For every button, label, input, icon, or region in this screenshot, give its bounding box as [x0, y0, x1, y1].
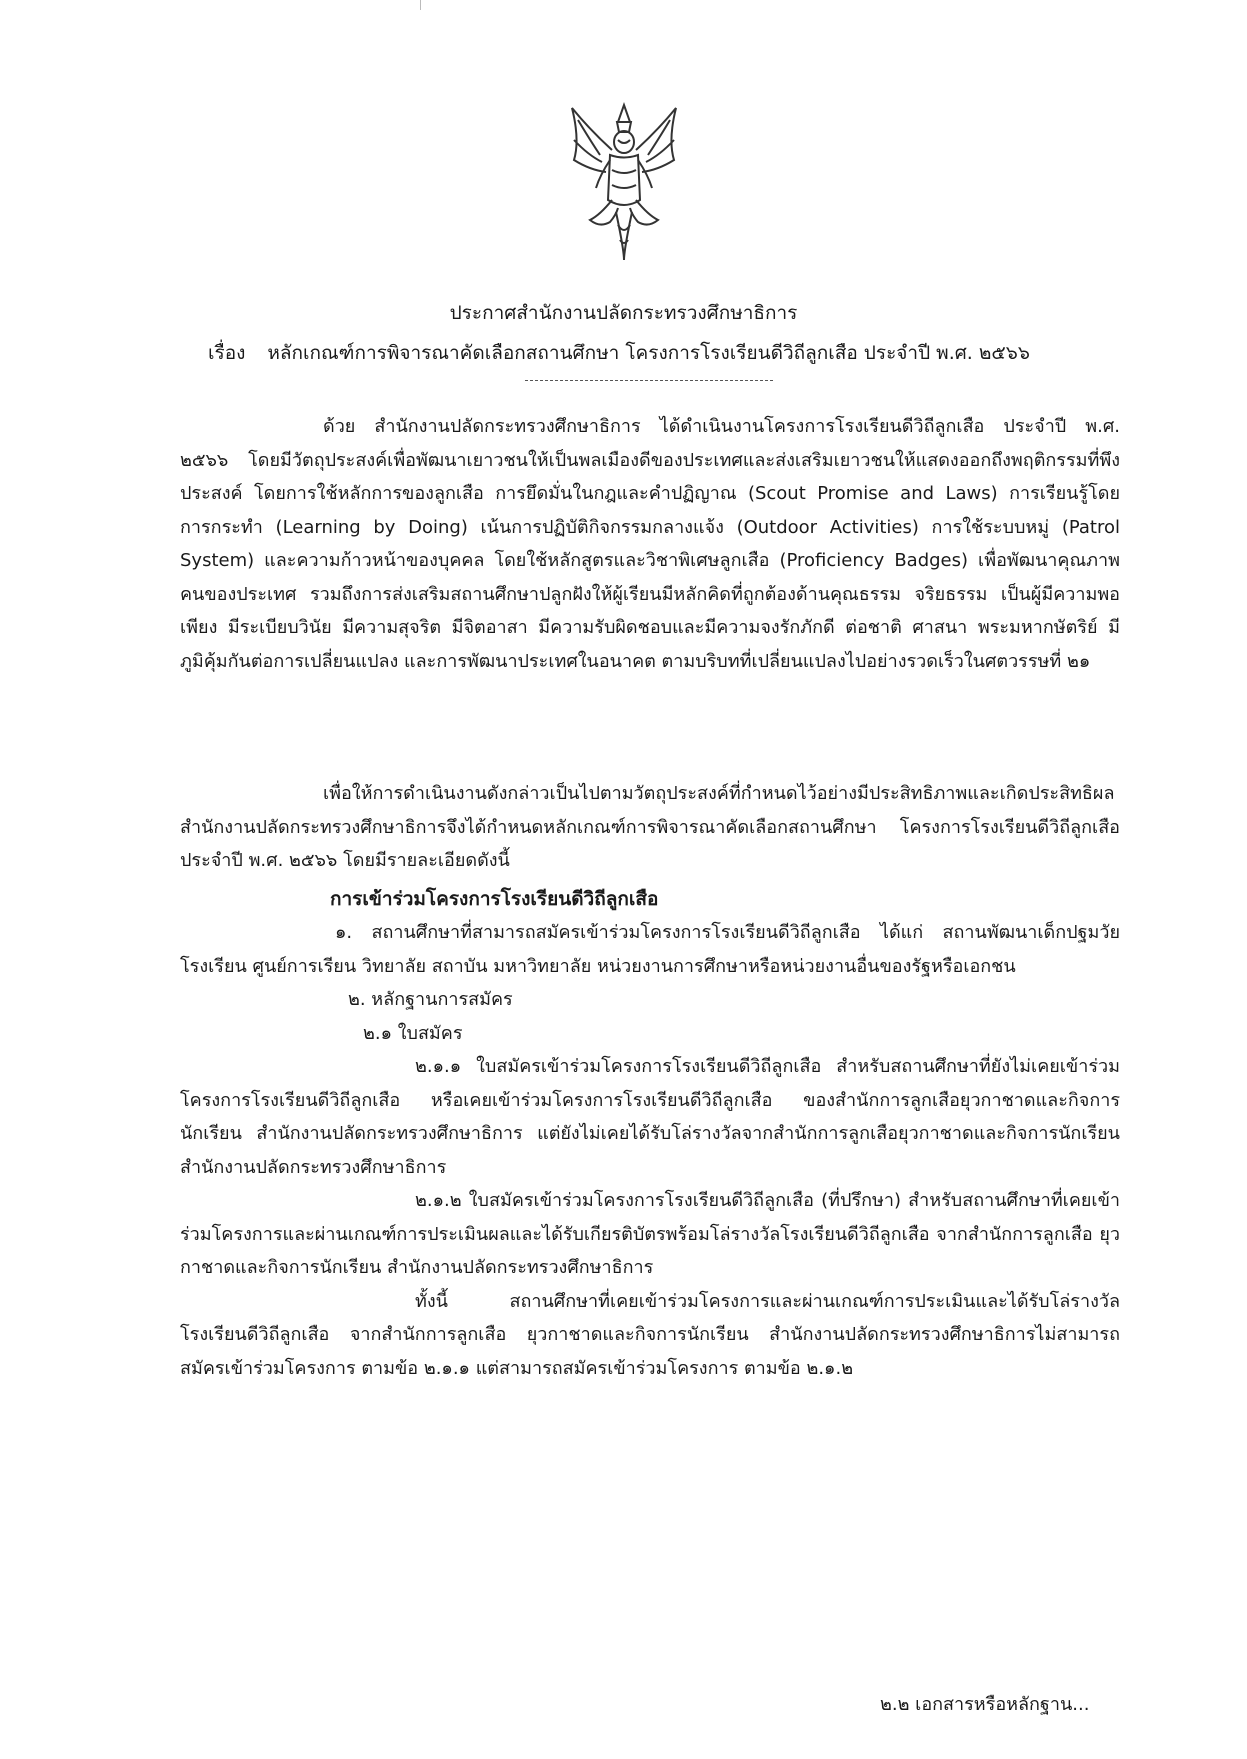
paragraph-intro [180, 410, 1120, 678]
paragraph-2: เพื่อให้การดำเนินงานดังกล่าวเป็นไปตามวัตถุประสงค์ที่กำหนดไว้อย่างมีประสิทธิภาพและเกิดประสิทธิผล สำนักงานปลัดกระทรวงศึกษาธิการจึงได้กำหนดหลักเกณฑ์การพิจารณาคัดเลือกสถานศึกษา โครงการโรงเรียนดีวิถีลูกเสือ ประจำปี พ.ศ. ๒๕๖๖ โดยมีรายละเอียดดังนี้ [180, 783, 1120, 871]
item-2: ๒. หลักฐานการสมัคร [348, 989, 513, 1010]
subject-text: หลักเกณฑ์การพิจารณาคัดเลือกสถานศึกษา โครงการโรงเรียนดีวิถีลูกเสือ ประจำปี พ.ศ. ๒๕๖๖ [267, 342, 1030, 364]
announcement-title: ประกาศสำนักงานปลัดกระทรวงศึกษาธิการ [449, 302, 798, 324]
note: ทั้งนี้ สถานศึกษาที่เคยเข้าร่วมโครงการและผ่านเกณฑ์การประเมินและได้รับโล่รางวัลโรงเรียนดีวิถีลูกเสือ จากสำนักการลูกเสือ ยุวกาชาดและกิจการนักเรียน สำนักงานปลัดกระทรวงศึกษาธิการไม่สามารถสมัครเข้าร่วมโครงการ ตามข้อ ๒.๑.๑ แต่สามารถสมัครเข้าร่วมโครงการ ตามข้อ ๒.๑.๒ [180, 1290, 1120, 1379]
section-title: การเข้าร่วมโครงการโรงเรียนดีวิถีลูกเสือ [330, 888, 659, 910]
paragraph-1: ด้วย สำนักงานปลัดกระทรวงศึกษาธิการ ได้ดำเนินงานโครงการโรงเรียนดีวิถีลูกเสือ ประจำปี พ.ศ. ๒๕๖๖ โดยมีวัตถุประสงค์เพื่อพัฒนาเยาวชนให้เป็นพลเมืองดีของประเทศและส่งเสริมเยาวชนให้แสดงออกถึงพฤติกรรมที่พึงประสงค์ โดยการใช้หลักการของลูกเสือ การยึดมั่นในกฎและคำปฏิญาณ (Scout Promise and Laws) การเรียนรู้โดยการกระทำ (Learning by Doing) เน้นการปฏิบัติกิจกรรมกลางแจ้ง (Outdoor Activities) การใช้ระบบหมู่ (Patrol System) และความก้าวหน้าของบุคคล โดยใช้หลักสูตรและวิชาพิเศษลูกเสือ (Proficiency Badges) เพื่อพัฒนาคุณภาพคนของประเทศ รวมถึงการส่งเสริมสถานศึกษาปลูกฝังให้ผู้เรียนมีหลักคิดที่ถูกต้องด้านคุณธรรม จริยธรรม เป็นผู้มีความพอเพียง มีระเบียบวินัย มีความสุจริต มีจิตอาสา มีความรับผิดชอบและมีความจงรักภักดี ต่อชาติ ศาสนา พระมหากษัตริย์ มีภูมิคุ้มกันต่อการเปลี่ยนแปลง และการพัฒนาประเทศในอนาคต ตามบริบทที่เปลี่ยนแปลงไปอย่างรวดเร็วในศตวรรษที่ ๒๑ [180, 416, 1120, 672]
section-body [180, 916, 1120, 1385]
announcement-subject [208, 338, 1030, 368]
item-2-1: ๒.๑ ใบสมัคร [363, 1022, 463, 1044]
garuda-emblem [560, 100, 688, 265]
item-2-1-1: ๒.๑.๑ ใบสมัครเข้าร่วมโครงการโรงเรียนดีวิถีลูกเสือ สำหรับสถานศึกษาที่ยังไม่เคยเข้าร่วมโครงการโรงเรียนดีวิถีลูกเสือ หรือเคยเข้าร่วมโครงการโรงเรียนดีวิถีลูกเสือ ของสำนักการลูกเสือยุวกาชาดและกิจการนักเรียน สำนักงานปลัดกระทรวงศึกษาธิการ แต่ยังไม่เคยได้รับโล่รางวัลจากสำนักการลูกเสือยุวกาชาดและกิจการนักเรียน สำนักงานปลัดกระทรวงศึกษาธิการ [180, 1056, 1120, 1178]
item-1: ๑. สถานศึกษาที่สามารถสมัครเข้าร่วมโครงการโรงเรียนดีวิถีลูกเสือ ได้แก่ สถานพัฒนาเด็กปฐมวัย โรงเรียน ศูนย์การเรียน วิทยาลัย สถาบัน มหาวิทยาลัย หน่วยงานการศึกษาหรือหน่วยงานอื่นของรัฐหรือเอกชน [180, 922, 1120, 977]
subject-label: เรื่อง [208, 342, 246, 364]
item-2-1-2: ๒.๑.๒ ใบสมัครเข้าร่วมโครงการโรงเรียนดีวิถีลูกเสือ (ที่ปรึกษา) สำหรับสถานศึกษาที่เคยเข้าร่วมโครงการและผ่านเกณฑ์การประเมินผลและได้รับเกียรติบัตรพร้อมโล่รางวัลโรงเรียนดีวิถีลูกเสือ จากสำนักการลูกเสือ ยุวกาชาดและกิจการนักเรียน สำนักงานปลัดกระทรวงศึกษาธิการ [180, 1190, 1120, 1278]
scan-mark [420, 0, 421, 10]
continuation-text: ๒.๒ เอกสารหรือหลักฐาน... [880, 1694, 1090, 1715]
divider [525, 380, 773, 381]
paragraph-purpose [180, 777, 1120, 878]
